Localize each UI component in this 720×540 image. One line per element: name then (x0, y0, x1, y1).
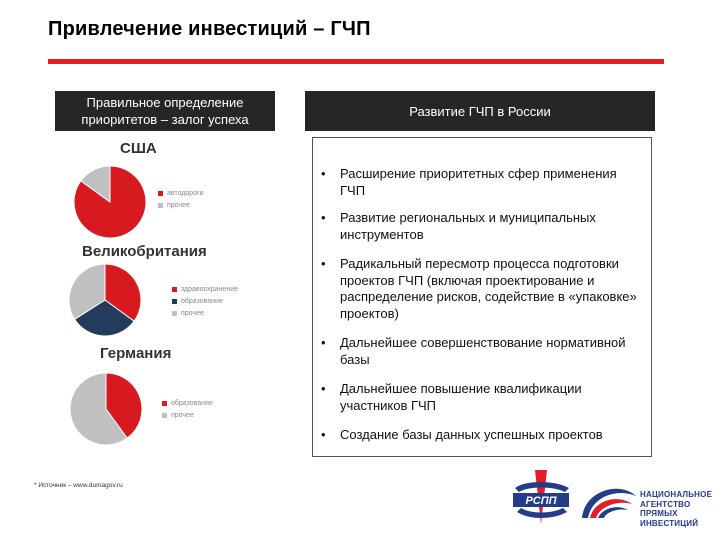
pie-chart-uk (65, 260, 145, 340)
nap-line: НАЦИОНАЛЬНОЕ (640, 490, 713, 499)
legend-swatch (158, 203, 163, 208)
pie-chart-germany (66, 369, 146, 449)
legend-swatch (162, 401, 167, 406)
slide-title: Привлечение инвестиций – ГЧП (48, 18, 371, 40)
legend-germany (162, 397, 213, 421)
legend-swatch (172, 287, 177, 292)
legend-entry (162, 397, 213, 409)
bullet-text: Радикальный пересмотр процесса подготовки проектов ГЧП (включая проектирование и распределение рисков, содействие в «упаковке» проектов) (340, 256, 637, 321)
legend-label: прочее (167, 201, 190, 209)
legend-entry (172, 307, 238, 319)
bullet-text: Развитие региональных и муниципальных инструментов (340, 210, 596, 242)
legend-label: прочее (171, 411, 194, 419)
legend-uk (172, 283, 238, 319)
legend-label: образование (181, 297, 223, 305)
bullet-text: Дальнейшее повышение квалификации участников ГЧП (340, 381, 582, 413)
rspp-logo (505, 468, 577, 526)
chart-title-germany: Германия (100, 345, 172, 362)
bullet-text: Создание базы данных успешных проектов (340, 427, 603, 442)
russia-development-box (312, 137, 652, 457)
legend-label: автодороги (167, 189, 204, 197)
chart-title-usa: США (120, 140, 157, 157)
bullet-text: Расширение приоритетных сфер применения ГЧП (340, 166, 617, 198)
legend-label: здравоохранение (181, 285, 238, 293)
legend-swatch (162, 413, 167, 418)
legend-label: прочее (181, 309, 204, 317)
bullet-marker: • (321, 381, 326, 396)
nap-line: ИНВЕСТИЦИЙ (640, 518, 699, 528)
nap-logo-text (640, 490, 712, 528)
right-header: Развитие ГЧП в России (305, 91, 655, 131)
nap-line: АГЕНТСТВО (640, 499, 691, 509)
legend-usa (158, 187, 204, 211)
legend-entry (172, 295, 238, 307)
legend-entry (162, 409, 213, 421)
legend-swatch (172, 311, 177, 316)
bullet-marker: • (321, 427, 326, 442)
bullet-text: Дальнейшее совершенствование нормативной базы (340, 335, 626, 367)
legend-swatch (172, 299, 177, 304)
nap-logo (578, 478, 640, 528)
nap-line: ПРЯМЫХ (640, 509, 678, 518)
left-header: Правильное определение приоритетов – залог успеха (55, 91, 275, 131)
bullet-marker: • (321, 256, 326, 271)
rspp-logo-text: РСПП (525, 495, 557, 507)
bullet-marker: • (321, 166, 326, 181)
legend-label: образование (171, 399, 213, 407)
pie-chart-usa (70, 162, 150, 242)
chart-title-uk: Великобритания (82, 243, 207, 260)
bullet-marker: • (321, 335, 326, 350)
legend-swatch (158, 191, 163, 196)
source-note: * Источник – www.dumagov.ru (34, 482, 123, 489)
title-underline (48, 59, 664, 64)
bullet-marker: • (321, 210, 326, 225)
legend-entry (172, 283, 238, 295)
legend-entry (158, 199, 204, 211)
legend-entry (158, 187, 204, 199)
